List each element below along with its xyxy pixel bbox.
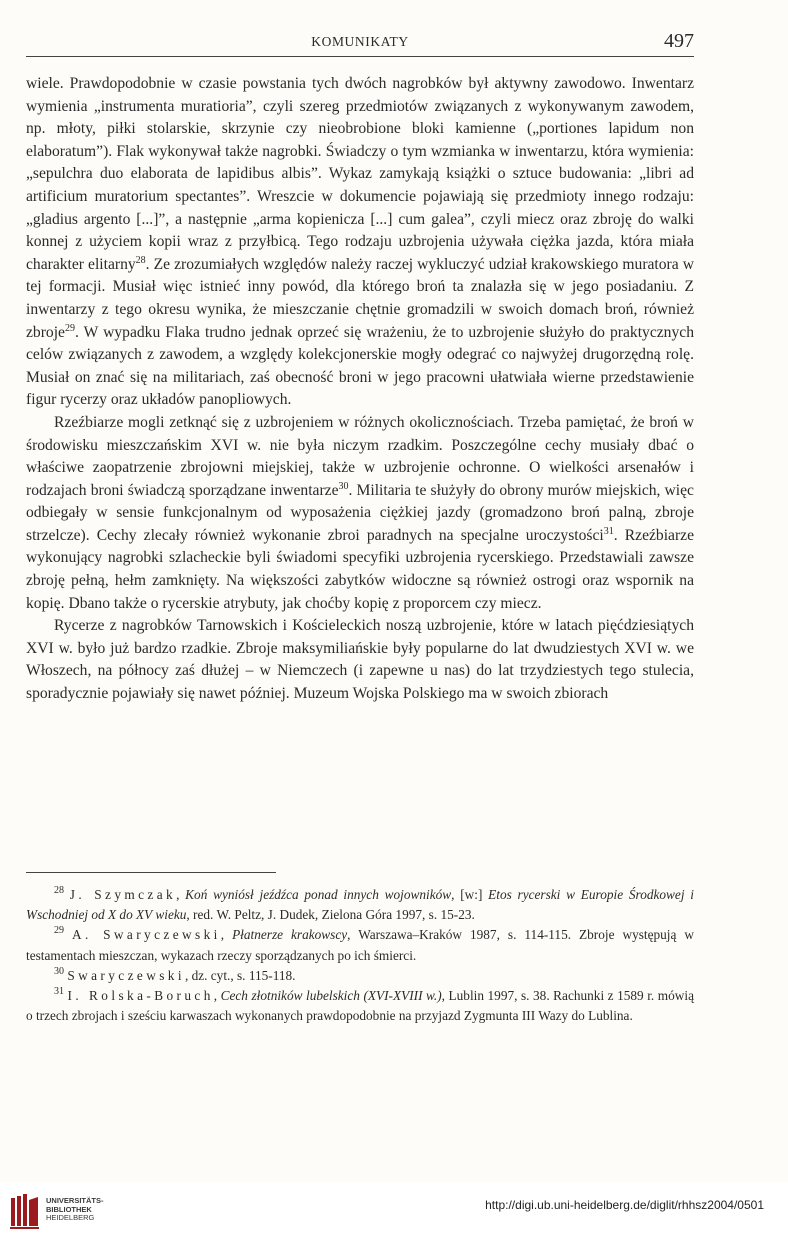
library-name-line: HEIDELBERG [46, 1213, 95, 1223]
footnote-number: 29 [54, 925, 64, 937]
footnote-28: $^{28}$ J. Szymczak, Koń wyniósł jeźdźca ponad innych wojowników, [w:] Etos rycerski w Europie Środkowej i Wschodniej od X do XV wieku, red. W. Peltz, J. Dudek, Zielona Góra 1997, s. 15-23. [26, 885, 694, 923]
text-run: . Ze zrozumiałych względów należy raczej wykluczyć udział krakowskiego muratora w tej formacji. Musiał więc istnieć inny powód, dla którego broń ta znalazła się w jego posiadaniu. Z inwentarzy z tego okresu wynika, że mieszczanie chętnie gromadzili w swoich domach broń, również zbroje [26, 255, 694, 341]
footnote-29: $^{29}$ A. Swaryczewski, Płatnerze krakowscy, Warszawa–Kraków 1987, s. 114-115. Zbroje występują w testamentach mieszczan, wykazach rzeczy sporządzanych po ich śmierci. [26, 925, 694, 963]
text-run: Rzeźbiarze mogli zetknąć się z uzbrojeniem w różnych okolicznościach. Trzeba pamiętać, że broń w środowisku mieszczańskim XVI w. nie była niczym rzadkim. Poszczególne cechy musiały dbać o właściwe zaopatrzenie zbrojowni miejskiej, także w uzbrojenie ochronne. O wielkości arsenałów i rodzajach broni świadczą sporządzane inwentarze [26, 413, 694, 499]
footnote-number: 30 [54, 965, 64, 977]
footnote-text: , Lublin 1997, s. 38. Rachunki z 1589 r. mówią o trzech zbrojach i sześciu karwaszach wykonanych prawdopodobnie na przyjazd Zygmunta III Wazy do Lublina. [26, 988, 694, 1024]
permalink-url[interactable]: http://digi.ub.uni-heidelberg.de/diglit/rhhsz2004/0501 [485, 1198, 764, 1212]
header-rule [26, 56, 694, 57]
footnote-title: Etos rycerski w Europie Środkowej i Wschodniej od X do XV wieku [26, 887, 694, 923]
footnote-text: , red. W. Peltz, J. Dudek, Zielona Góra 1997, s. 15-23. [186, 907, 475, 923]
paragraph-3: Rycerze z nagrobków Tarnowskich i Kościeleckich noszą uzbrojenie, które w latach pięćdziesiątych XVI w. było już bardzo rzadkie. Zbroje maksymiliańskie były popularne do lat dwudziestych XVI w. we Włoszech, na północy zaś dłużej – w Niemczech (i zapewne u nas) do lat trzydziestych tego stulecia, sporadycznie pojawiały się nawet później. Muzeum Wojska Polskiego ma w swoich zbiorach [26, 617, 694, 703]
running-header [26, 30, 694, 58]
page-number: 497 [664, 30, 694, 52]
text-run: . W wypadku Flaka trudno jednak oprzeć się wrażeniu, że to uzbrojenie służyło do praktycznych celów związanych z zawodem, a względy kolekcjonerskie mogły odegrać co najwyżej drugorzędną rolę. Musiał on znać się na militariach, zaś obecność broni w jego pracowni ułatwiała wierne przedstawienie figur rycerzy oraz układów panopliowych. [26, 323, 694, 409]
footnote-title: Koń wyniósł jeźdźca ponad innych wojowników [185, 887, 452, 902]
footnote-text: , dz. cyt., s. 115-118. [184, 967, 296, 983]
footnote-number: 28 [54, 885, 64, 896]
footnote-ref-28[interactable]: 28 [135, 254, 146, 266]
footnote-number: 31 [54, 986, 64, 998]
library-logo[interactable] [10, 1192, 140, 1232]
footnote-30 [26, 966, 694, 986]
footnote-31: $^{31}$ I. Rolska-Boruch, Cech złotników lubelskich (XVI-XVIII w.), Lublin 1997, s. 38. Rachunki z 1589 r. mówią o trzech zbrojach i sześciu karwaszach wykonanych prawdopodobnie na przyjazd Zygmunta III Wazy do Lublina. [26, 986, 694, 1024]
footnote-ref-29[interactable]: 29 [64, 322, 75, 334]
text-run: wiele. Prawdopodobnie w czasie powstania tych dwóch nagrobków był aktywny zawodowo. Inwentarz wymienia „instrumenta muratioria”, czyli szereg przedmiotów związanych z wykonywanym zawodem, np. młoty, piłki stolarskie, skrzynie czy nieobrobione bloki kamienne („portiones lapidum non elaboratum”). Flak wykonywał także nagrobki. Świadczy o tym wzmianka w inwentarzu, która wymienia: „sepulchra duo elaborata de lapidibus albis”. Wykaz zamykają książki o sztuce budowania: „libri ad artificium muratorium spectantes”. Wreszcie w dokumencie pojawiają się przedmioty innego rodzaju: „gladius argento [...]”, a następnie „arma kopienicza [...] cum galea”, czyli miecz oraz zbroję do walki konnej z użyciem kopii wraz z przyłbicą. Tego rodzaju uzbrojenia używała ciężka jazda, która miała charakter elitarny [26, 75, 694, 273]
paragraph-1 [26, 73, 694, 412]
university-library-logo-icon [10, 1194, 40, 1230]
library-name-line: UNIVERSITÄTS- [46, 1196, 104, 1205]
library-name [46, 1197, 104, 1223]
footnotes [26, 885, 694, 1026]
footnote-author: I. Rolska-Boruch [67, 988, 214, 1004]
footnote-title: Płatnerze krakowscy [232, 927, 348, 943]
library-name-line: BIBLIOTHEK [46, 1204, 92, 1214]
paragraph-2 [26, 412, 694, 615]
footnote-ref-30[interactable]: 30 [338, 480, 349, 492]
footnote-author: J. Szymczak [69, 887, 177, 902]
footnote-author: Swaryczewski [67, 967, 185, 983]
footnote-text: , Warszawa–Kraków 1987, s. 114-115. Zbroje występują w testamentach mieszczan, wykazach rzeczy sporządzanych po ich śmierci. [26, 927, 694, 963]
footnote-title: Cech złotników lubelskich (XVI-XVIII w.) [220, 988, 442, 1004]
text-run: . Militaria te służyły do obrony murów miejskich, więc odbiegały w sensie funkcjonalnym od wyposażenia ciężkiej jazdy (gromadzono broń palną, zbroje strzelcze). Cechy zlecały również wykonanie zbroi paradnych na specjalne uroczystości [26, 481, 694, 544]
footnote-author: A. Swaryczewski [72, 927, 221, 943]
viewer-footer [0, 1182, 788, 1240]
footnote-rule [26, 872, 276, 873]
text-run: . Rzeźbiarze wykonujący nagrobki szlacheckie byli świadomi specyfiki uzbrojenia rycerskiego. Przedstawiali zawsze zbroję pełną, hełm zamknięty. Na większości zabytków widoczne są również ostrogi oraz wspornik na kopię. Dbano także o rycerskie atrybuty, jak choćby kopię z proporcem czy miecz. [26, 526, 694, 612]
main-text [26, 73, 694, 706]
footnote-ref-31[interactable]: 31 [603, 525, 614, 537]
footnote-text: , [w:] [451, 887, 489, 902]
running-title: KOMUNIKATY [311, 34, 409, 49]
